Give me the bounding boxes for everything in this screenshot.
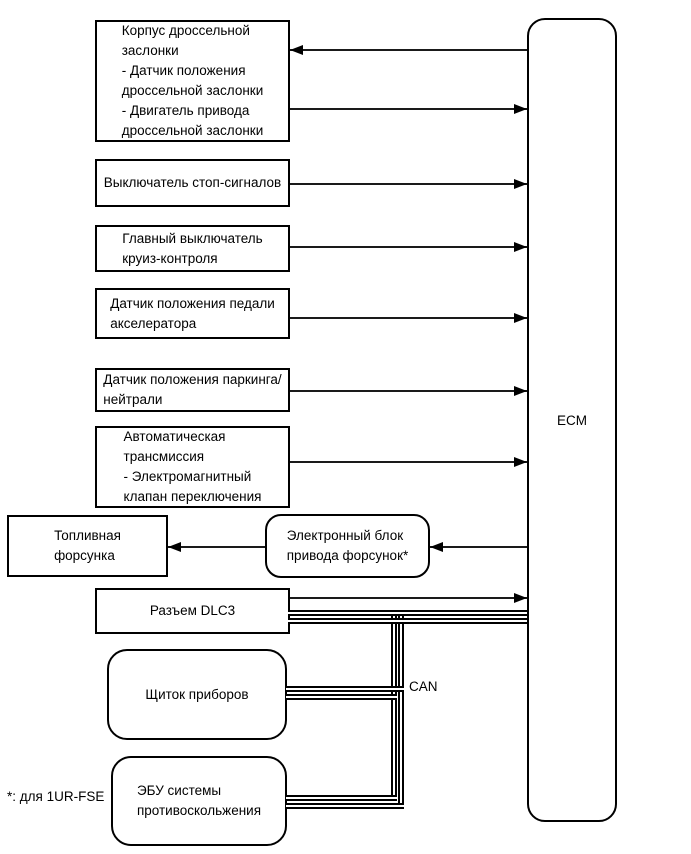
cruise-main-switch-box [95, 225, 290, 272]
arrowhead-left-icon [290, 45, 303, 55]
can-bus-instrument-upper [286, 686, 404, 692]
park-neutral-sensor-box [95, 368, 290, 412]
box-line: дроссельной заслонки [121, 83, 264, 98]
dlc3-connector-box [95, 588, 290, 634]
arrowhead-right-icon [514, 242, 527, 252]
can-bus-trunk-right [398, 611, 404, 809]
box-line: - Датчик положения [121, 63, 246, 78]
instrument-panel-box [107, 649, 287, 740]
box-line: заслонки [121, 43, 179, 58]
connector-line-ecm-to-throttle [290, 49, 527, 51]
auto-transmission-text [124, 427, 262, 507]
box-line: Разъем DLC3 [149, 603, 236, 618]
accel-pedal-sensor-text [110, 294, 275, 334]
connector-line-driver-to-injector [168, 546, 265, 548]
connector-line-parkneutral-to-ecm [290, 390, 527, 392]
instrument-panel-text [145, 685, 248, 705]
throttle-body-text [122, 21, 264, 141]
can-bus-trunk-left [391, 611, 397, 801]
footnote: *: для 1UR-FSE [7, 789, 105, 804]
auto-transmission-box [95, 426, 290, 508]
arrowhead-right-icon [514, 386, 527, 396]
box-line: Выключатель стоп-сигналов [103, 175, 282, 190]
box-line: Электронный блок [286, 528, 404, 543]
box-line: Щиток приборов [145, 686, 249, 702]
arrowhead-right-icon [514, 457, 527, 467]
box-line: форсунка [54, 548, 115, 563]
box-line: противоскольжения [136, 803, 262, 818]
box-line: трансмиссия [123, 449, 205, 464]
arrowhead-left-icon [430, 542, 443, 552]
box-line: - Электромагнитный [123, 469, 252, 484]
fuel-injector-text [54, 526, 121, 566]
connector-line-accel-to-ecm [290, 317, 527, 319]
box-line: Датчик положения паркинга/ [103, 372, 282, 387]
park-neutral-sensor-text [103, 370, 281, 410]
accel-pedal-sensor-box [95, 288, 290, 339]
can-bus-dlc3-upper [288, 610, 527, 616]
box-line: акселератора [110, 315, 197, 331]
connector-line-ecm-to-driver [430, 546, 527, 548]
ecm-label: ECM [557, 412, 587, 428]
can-bus-dlc3-lower [288, 618, 527, 624]
cruise-main-switch-text [122, 229, 262, 269]
connector-line-transmission-to-ecm [290, 461, 527, 463]
box-line: ЭБУ системы [136, 783, 222, 798]
stop-light-switch-text [104, 173, 281, 193]
throttle-body-box [95, 20, 290, 142]
arrowhead-left-icon [168, 542, 181, 552]
fuel-injector-box [7, 515, 168, 577]
dlc3-connector-text [150, 601, 235, 621]
stop-light-switch-box [95, 159, 290, 207]
box-line: Топливная [54, 528, 121, 543]
box-line: - Двигатель привода [121, 103, 250, 118]
can-bus-skid-lower [286, 803, 404, 809]
arrowhead-right-icon [514, 104, 527, 114]
ecm-box [527, 18, 617, 822]
box-line: Главный выключатель [122, 230, 263, 246]
box-line: нейтрали [103, 392, 163, 407]
can-label: CAN [409, 679, 438, 694]
injector-driver-box [265, 514, 430, 578]
arrowhead-right-icon [514, 593, 527, 603]
injector-driver-text [287, 526, 408, 566]
arrowhead-right-icon [514, 313, 527, 323]
box-line: Датчик положения педали [110, 295, 275, 311]
box-line: круиз-контроля [122, 250, 218, 266]
arrowhead-right-icon [514, 179, 527, 189]
can-bus-skid-upper [286, 795, 397, 801]
box-line: Автоматическая [123, 429, 226, 444]
can-bus-instrument-lower [286, 694, 397, 700]
box-line: дроссельной заслонки [121, 123, 264, 138]
connector-line-stoplight-to-ecm [290, 183, 527, 185]
box-line: Корпус дроссельной [121, 23, 250, 38]
skid-control-ecu-box [111, 756, 287, 846]
box-line: клапан переключения [123, 489, 262, 504]
connector-line-throttle-to-ecm [290, 108, 527, 110]
box-line: привода форсунок* [286, 548, 409, 563]
skid-control-ecu-text [137, 781, 261, 821]
connector-line-cruise-to-ecm [290, 246, 527, 248]
connector-line-dlc3-to-ecm [290, 597, 527, 599]
